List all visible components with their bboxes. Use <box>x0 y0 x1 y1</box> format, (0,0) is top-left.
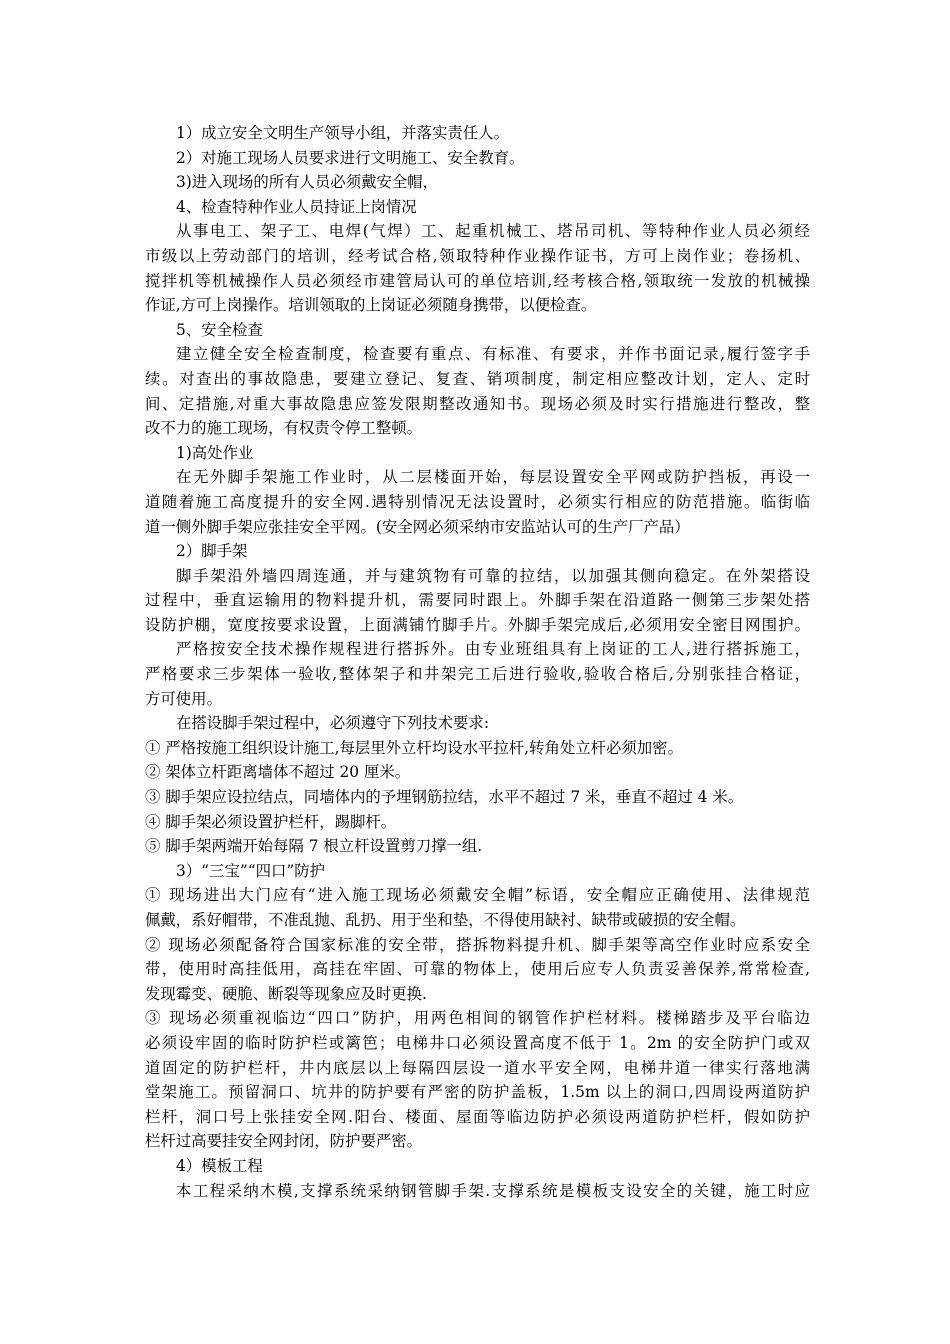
text-line: 建立健全安全检查制度，检查要有重点、有标准、有要求，并作书面记录,履行签字手 <box>176 345 810 364</box>
text-line: 佩戴，系好帽带，不准乱抛、乱扔、用于坐和垫，不得使用缺衬、缺带或破损的安全帽。 <box>145 911 746 929</box>
text-line: 道一侧外脚手架应张挂安全平网。(安全网必须采纳市安监站认可的生产厂产品） <box>145 517 690 536</box>
section-heading: 2）脚手架 <box>176 542 248 561</box>
text-line: 2）对施工现场人员要求进行文明施工、安全教育。 <box>176 148 525 167</box>
text-line: 严格要求三步架体一验收,整体架子和井架完工后进行验收,验收合格后,分别张挂合格证， <box>145 665 810 684</box>
section-heading: 1)高处作业 <box>176 443 254 462</box>
text-line: 脚手架沿外墙四周连通，并与建筑物有可靠的拉结，以加强其侧向稳定。在外架搭设 <box>176 566 810 585</box>
text-line: 栏杆，洞口号上张挂安全网.阳台、楼面、屋面等临边防护必须设两道防护栏杆，假如防护 <box>145 1107 810 1126</box>
text-line: 设防护棚，宽度按要求设置，上面满铺竹脚手片。外脚手架完成后,必须用安全密目网围护。 <box>145 615 810 634</box>
text-line: 1）成立安全文明生产领导小组，并落实责任人。 <box>176 124 509 142</box>
text-line: 过程中，垂直运输用的物料提升机，需要同时跟上。外脚手架在沿道路一侧第三步架处搭 <box>145 591 810 610</box>
text-line: 市级以上劳动部门的培训，经考试合格,领取特种作业操作证书，方可上岗作业；卷扬机、 <box>145 246 810 265</box>
text-line: 堂架施工。预留洞口、坑井的防护要有严密的防护盖板，1.5m 以上的洞口,四周设两道防护 <box>145 1083 810 1102</box>
text-line: 搅拌机等机械操作人员必须经市建管局认可的单位培训,经考核合格,领取统一发放的机械操 <box>145 271 810 290</box>
text-line: 3)进入现场的所有人员必须戴安全帽， <box>176 173 439 192</box>
list-item: ④ 脚手架必须设置护栏杆，踢脚杆。 <box>145 812 397 831</box>
text-line: 发现霉变、硬脆、断裂等现象应及时更换. <box>145 984 427 1003</box>
list-item: ① 严格按施工组织设计施工,每层里外立杆均设水平拉杆,转角处立杆必须加密。 <box>145 738 683 757</box>
text-line: 在无外脚手架施工作业时，从二层楼面开始，每层设置安全平网或防护挡板，再设一 <box>176 468 810 487</box>
list-item: ② 架体立杆距离墙体不超过 20 厘米。 <box>145 763 411 782</box>
text-line: 道随着施工高度提升的安全网.遇特别情况无法设置时，必须实行相应的防范措施。临街临 <box>145 492 810 511</box>
text-line: 方可使用。 <box>145 689 222 708</box>
section-heading: 4、检查特种作业人员持证上岗情况 <box>176 197 417 216</box>
text-line: 在搭设脚手架过程中，必须遵守下列技术要求: <box>176 714 489 733</box>
text-line: 从事电工、架子工、电焊(气焊）工、起重机械工、塔吊司机、等特种作业人员必须经 <box>176 222 810 241</box>
section-heading: 5、安全检查 <box>176 320 263 339</box>
text-line: 本工程采纳木模,支撑系统采纳钢管脚手架.支撑系统是模板支设安全的关键，施工时应 <box>176 1181 810 1200</box>
list-item: ⑤ 脚手架两端开始每隔 7 根立杆设置剪刀撑一组. <box>145 837 483 856</box>
section-heading: 3）“三宝”“四口”防护 <box>176 861 325 880</box>
text-line: 严格按安全技术操作规程进行搭拆外。由专业班组具有上岗证的工人,进行搭拆施工， <box>176 640 810 659</box>
document-body <box>145 121 810 1203</box>
text-line: 作证,方可上岗操作。培训领取的上岗证必须随身携带，以便检查。 <box>145 296 597 315</box>
section-heading: 4）模板工程 <box>176 1156 263 1175</box>
text-line: 必须设牢固的临时防护栏或篱笆；电梯井口必须设置高度不低于 1。2m 的安全防护门或双 <box>145 1033 810 1052</box>
list-item: ② 现场必须配备符合国家标准的安全带，搭拆物料提升机、脚手架等高空作业时应系安全 <box>145 935 810 954</box>
list-item: ① 现场进出大门应有“进入施工现场必须戴安全帽”标语，安全帽应正确使用、法律规范 <box>145 886 810 905</box>
text-line: 带，使用时高挂低用，高挂在牢固、可靠的物体上，使用后应专人负责妥善保养,常常检查, <box>145 960 810 979</box>
text-line: 间、定措施,对重大事故隐患应签发限期整改通知书。现场必须及时实行措施进行整改，整 <box>145 394 810 413</box>
text-line: 续。对查出的事故隐患，要建立登记、复查、销项制度，制定相应整改计划，定人、定时 <box>145 369 810 388</box>
text-line: 改不力的施工现场，有权责令停工整顿。 <box>145 419 423 438</box>
text-line: 道固定的防护栏杆，井内底层以上每隔四层设一道水平安全网，电梯井道一律实行落地满 <box>145 1058 810 1077</box>
text-line: 栏杆过高要挂安全网封闭，防护要严密。 <box>145 1132 423 1151</box>
list-item: ③ 现场必须重视临边“四口”防护，用两色相间的钢管作护栏材料。楼梯踏步及平台临边 <box>145 1009 810 1028</box>
list-item: ③ 脚手架应设拉结点，同墙体内的予埋钢筋拉结，水平不超过 7 米，垂直不超过 4 米。 <box>145 788 744 807</box>
